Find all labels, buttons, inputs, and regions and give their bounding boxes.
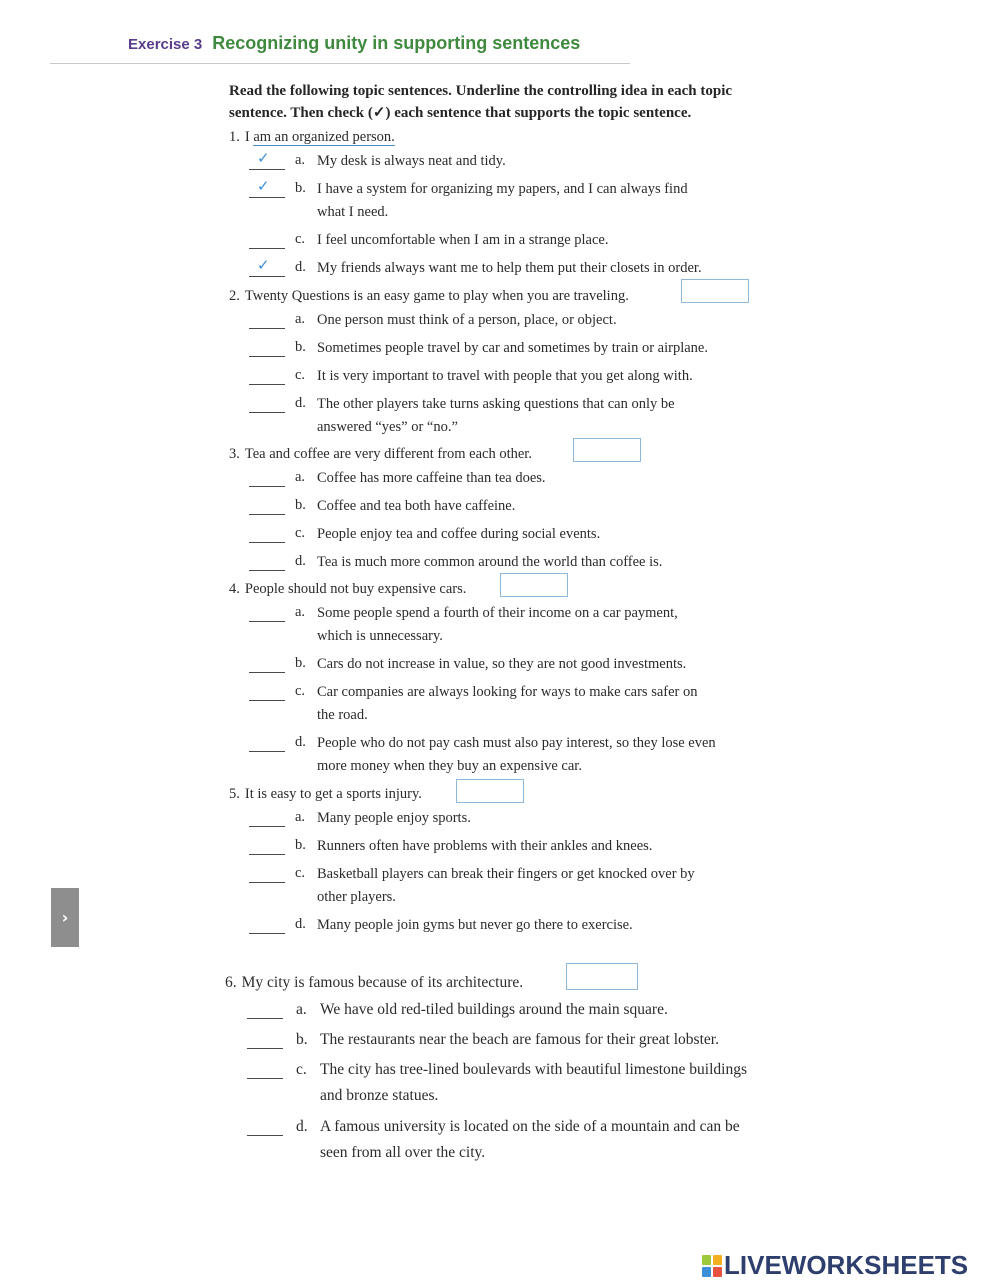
check-blank-5d[interactable] xyxy=(249,917,285,934)
check-blank-6d[interactable] xyxy=(247,1119,283,1136)
option-2d: The other players take turns asking questions that can only be answered “yes” or “no.” xyxy=(317,396,675,435)
check-blank-5a[interactable] xyxy=(249,810,285,827)
option-4c: Car companies are always looking for ways to make cars safer on the road. xyxy=(317,684,698,723)
option-2a: One person must think of a person, place, or object. xyxy=(317,312,617,328)
instructions-line-1: Read the following topic sentences. Underline the controlling idea in each topic xyxy=(229,83,733,99)
option-2c: It is very important to travel with people that you get along with. xyxy=(317,368,693,384)
check-blank-4c[interactable] xyxy=(249,684,285,701)
option-3c: People enjoy tea and coffee during social events. xyxy=(317,526,601,542)
option-6b: The restaurants near the beach are famous for their great lobster. xyxy=(320,1031,719,1048)
check-blank-5b[interactable] xyxy=(249,838,285,855)
option-letter: b. xyxy=(295,180,306,196)
option-letter: b. xyxy=(295,837,306,853)
answer-box-4[interactable] xyxy=(500,573,568,597)
next-page-tab[interactable] xyxy=(51,888,79,947)
topic-sentence-6: 6. My city is famous because of its architecture. xyxy=(225,974,524,991)
option-letter: c. xyxy=(296,1061,307,1078)
check-blank-6a[interactable] xyxy=(247,1002,283,1019)
check-blank-1b[interactable] xyxy=(249,177,285,198)
option-letter: c. xyxy=(295,231,306,247)
exercise-header xyxy=(128,33,580,54)
option-4a: Some people spend a fourth of their income on a car payment, which is unnecessary. xyxy=(317,605,678,644)
option-6d: A famous university is located on the side of a mountain and can be seen from all over the city. xyxy=(320,1118,740,1161)
topic-sentence-2: 2. Twenty Questions is an easy game to play when you are traveling. xyxy=(229,288,629,304)
logo-tile xyxy=(713,1267,722,1277)
check-blank-2a[interactable] xyxy=(249,312,285,329)
check-blank-5c[interactable] xyxy=(249,866,285,883)
topic-sentence-prefix: I xyxy=(244,129,254,145)
option-letter: a. xyxy=(295,809,306,825)
check-blank-6c[interactable] xyxy=(247,1062,283,1079)
check-blank-1d[interactable] xyxy=(249,256,285,277)
option-letter: c. xyxy=(295,683,306,699)
option-letter: b. xyxy=(295,655,306,671)
topic-sentence-5: 5. It is easy to get a sports injury. xyxy=(229,786,422,802)
check-blank-3a[interactable] xyxy=(249,470,285,487)
liveworksheets-logo-icon xyxy=(702,1255,722,1277)
option-5a: Many people enjoy sports. xyxy=(317,810,471,826)
topic-sentence-1 xyxy=(229,129,395,146)
answer-box-6[interactable] xyxy=(566,963,638,990)
brand-name: LIVEWORKSHEETS xyxy=(724,1250,969,1280)
option-5d: Many people join gyms but never go there to exercise. xyxy=(317,917,633,933)
option-letter: a. xyxy=(295,604,306,620)
option-4d: People who do not pay cash must also pay interest, so they lose even more money when they buy an expensive car. xyxy=(317,735,716,774)
option-letter: b. xyxy=(295,339,306,355)
option-letter: b. xyxy=(296,1031,308,1048)
check-blank-2c[interactable] xyxy=(249,368,285,385)
logo-tile xyxy=(702,1267,711,1277)
logo-tile xyxy=(713,1255,722,1265)
option-letter: a. xyxy=(295,311,306,327)
option-3d: Tea is much more common around the world than coffee is. xyxy=(317,554,663,570)
topic-sentence-4: 4. People should not buy expensive cars. xyxy=(229,581,467,597)
option-letter: d. xyxy=(295,395,306,411)
liveworksheets-brand xyxy=(702,1250,968,1281)
option-6a: We have old red-tiled buildings around the main square. xyxy=(320,1001,668,1018)
check-blank-4b[interactable] xyxy=(249,656,285,673)
check-mark-icon: ✓ xyxy=(257,149,270,167)
check-blank-3b[interactable] xyxy=(249,498,285,515)
topic-sentence-3: 3. Tea and coffee are very different from each other. xyxy=(229,446,532,462)
option-6c: The city has tree-lined boulevards with beautiful limestone buildings and bronze statues. xyxy=(320,1061,748,1104)
option-1c: I feel uncomfortable when I am in a strange place. xyxy=(317,232,609,248)
option-letter: d. xyxy=(295,259,306,275)
option-letter: a. xyxy=(295,152,306,168)
check-blank-4a[interactable] xyxy=(249,605,285,622)
check-mark-icon: ✓ xyxy=(257,177,270,195)
check-blank-1c[interactable] xyxy=(249,232,285,249)
answer-box-3[interactable] xyxy=(573,438,641,462)
exercise-title: Recognizing unity in supporting sentences xyxy=(212,33,581,53)
check-blank-2d[interactable] xyxy=(249,396,285,413)
option-5c: Basketball players can break their fingers or get knocked over by other players. xyxy=(317,866,695,905)
option-1a: My desk is always neat and tidy. xyxy=(317,153,506,169)
check-blank-6b[interactable] xyxy=(247,1032,283,1049)
option-letter: d. xyxy=(295,734,306,750)
check-blank-4d[interactable] xyxy=(249,735,285,752)
option-letter: a. xyxy=(296,1001,307,1018)
option-2b: Sometimes people travel by car and sometimes by train or airplane. xyxy=(317,340,708,356)
option-1d: My friends always want me to help them put their closets in order. xyxy=(317,260,702,276)
option-letter: a. xyxy=(295,469,306,485)
answer-box-5[interactable] xyxy=(456,779,524,803)
controlling-idea-underline: am an organized person. xyxy=(253,129,395,145)
option-4b: Cars do not increase in value, so they are not good investments. xyxy=(317,656,687,672)
check-blank-3d[interactable] xyxy=(249,554,285,571)
option-1b: I have a system for organizing my papers, and I can always find what I need. xyxy=(317,181,688,220)
option-letter: b. xyxy=(295,497,306,513)
question-number: 1. xyxy=(229,129,240,145)
check-mark-icon: ✓ xyxy=(257,256,270,274)
option-letter: d. xyxy=(295,916,306,932)
option-letter: c. xyxy=(295,367,306,383)
chevron-right-icon: › xyxy=(61,908,69,927)
instructions xyxy=(229,80,809,124)
option-letter: d. xyxy=(296,1118,308,1135)
exercise-label: Exercise 3 xyxy=(128,36,203,53)
option-letter: d. xyxy=(295,553,306,569)
check-blank-3c[interactable] xyxy=(249,526,285,543)
check-blank-1a[interactable] xyxy=(249,149,285,170)
logo-tile xyxy=(702,1255,711,1265)
option-letter: c. xyxy=(295,865,306,881)
option-letter: c. xyxy=(295,525,306,541)
answer-box-2[interactable] xyxy=(681,279,749,303)
header-divider xyxy=(50,63,630,64)
check-blank-2b[interactable] xyxy=(249,340,285,357)
option-3b: Coffee and tea both have caffeine. xyxy=(317,498,516,514)
instructions-line-2: sentence. Then check (✓) each sentence that supports the topic sentence. xyxy=(229,105,692,121)
option-5b: Runners often have problems with their ankles and knees. xyxy=(317,838,653,854)
option-3a: Coffee has more caffeine than tea does. xyxy=(317,470,546,486)
